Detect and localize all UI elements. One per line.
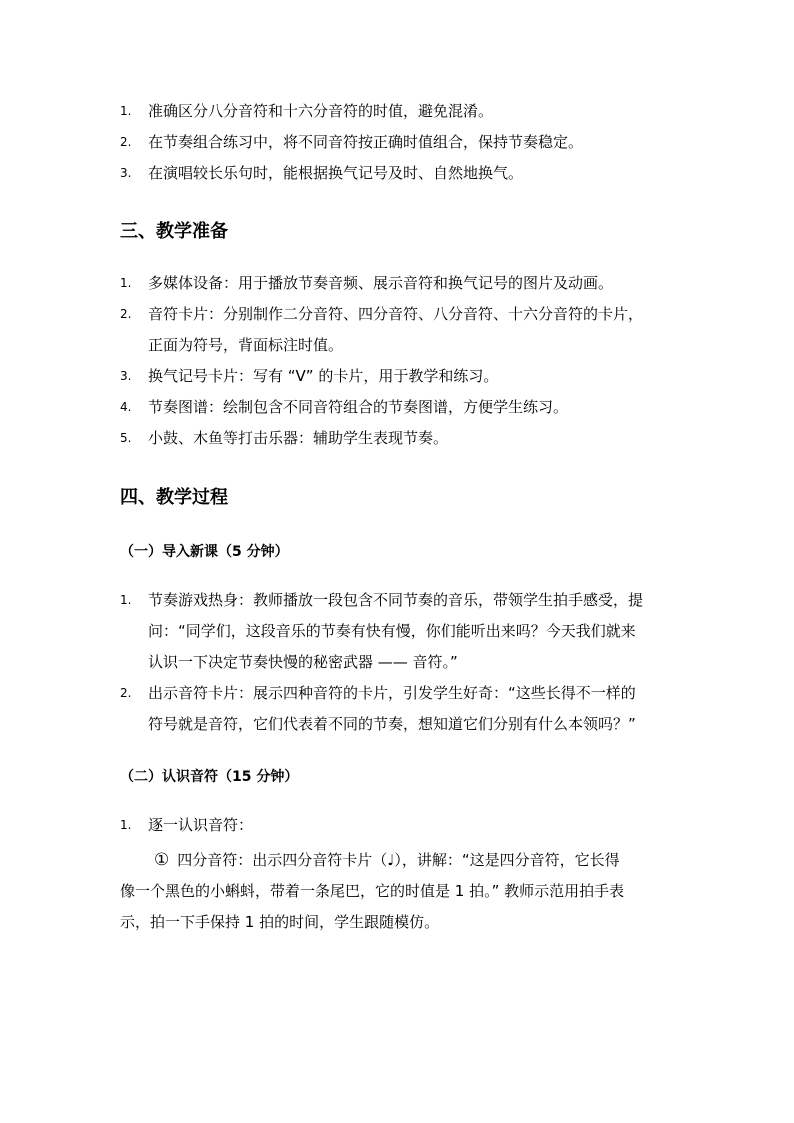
circled-number: ① — [154, 850, 170, 870]
list-text: 逐一认识音符： — [148, 816, 254, 834]
list-text: 节奏游戏热身：教师播放一段包含不同节奏的音乐，带领学生拍手感受，提 — [148, 591, 644, 609]
list-number: 1. — [120, 818, 132, 832]
list-item — [120, 678, 636, 740]
list-text: 换气记号卡片：写有 “V” 的卡片，用于教学和练习。 — [148, 367, 499, 385]
list-text: 准确区分八分音符和十六分音符的时值，避免混淆。 — [148, 102, 494, 120]
list-number: 1. — [120, 104, 132, 118]
list-text: 认识一下决定节奏快慢的秘密武器 —— 音符。” — [148, 653, 458, 671]
list-number: 3. — [120, 369, 132, 383]
subsection-heading: （二）认识音符（15 分钟） — [120, 769, 299, 785]
subsection-heading: （一）导入新课（5 分钟） — [120, 544, 289, 560]
list-text: 音符卡片：分别制作二分音符、四分音符、八分音符、十六分音符的卡片， — [148, 305, 644, 323]
list-number: 2. — [120, 307, 132, 321]
list-text: 多媒体设备：用于播放节奏音频、展示音符和换气记号的图片及动画。 — [148, 274, 614, 292]
list-item — [120, 299, 643, 361]
body-paragraph — [120, 845, 680, 938]
list-item — [120, 810, 253, 841]
list-text: 在演唱较长乐句时，能根据换气记号及时、自然地换气。 — [148, 164, 524, 182]
list-number: 2. — [120, 686, 132, 700]
section-heading: 四、教学过程 — [120, 487, 228, 508]
list-text: 问：“同学们，这段音乐的节奏有快有慢，你们能听出来吗？今天我们就来 — [148, 622, 636, 640]
list-item — [120, 127, 583, 158]
list-number: 1. — [120, 276, 132, 290]
list-item — [120, 268, 613, 299]
list-number: 3. — [120, 166, 132, 180]
list-item — [120, 392, 568, 423]
list-number: 2. — [120, 135, 132, 149]
list-number: 1. — [120, 593, 132, 607]
list-text: 符号就是音符，它们代表着不同的节奏，想知道它们分别有什么本领吗？” — [148, 715, 636, 733]
paragraph-line: 示，拍一下手保持 1 拍的时间，学生跟随模仿。 — [120, 913, 440, 931]
list-text: 正面为符号，背面标注时值。 — [148, 336, 344, 354]
list-item — [120, 96, 493, 127]
list-item — [120, 361, 498, 392]
list-item — [120, 423, 448, 454]
section-heading: 三、教学准备 — [120, 221, 228, 242]
list-text: 节奏图谱：绘制包含不同音符组合的节奏图谱，方便学生练习。 — [148, 398, 569, 416]
paragraph-line: 像一个黑色的小蝌蚪，带着一条尾巴，它的时值是 1 拍。” 教师示范用拍手表 — [120, 882, 625, 900]
list-number: 4. — [120, 400, 132, 414]
list-number: 5. — [120, 431, 132, 445]
list-item — [120, 158, 523, 189]
list-item — [120, 585, 643, 678]
list-text: 在节奏组合练习中，将不同音符按正确时值组合，保持节奏稳定。 — [148, 133, 584, 151]
paragraph-line: 四分音符：出示四分音符卡片（♩），讲解：“这是四分音符，它长得 — [177, 851, 620, 869]
list-text: 小鼓、木鱼等打击乐器：辅助学生表现节奏。 — [148, 429, 449, 447]
list-text: 出示音符卡片：展示四种音符的卡片，引发学生好奇：“这些长得不一样的 — [148, 684, 636, 702]
